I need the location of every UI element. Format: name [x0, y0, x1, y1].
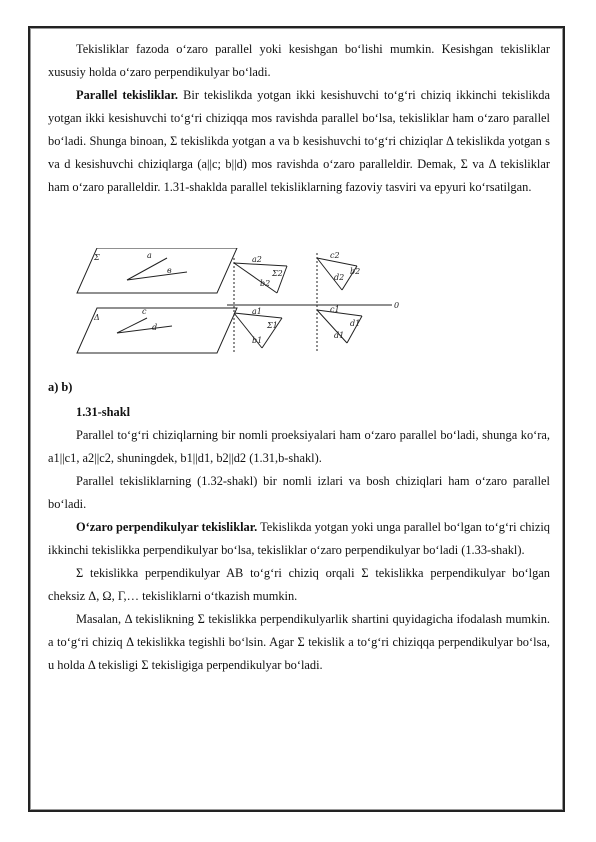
label-sigma: Σ [94, 253, 100, 262]
paragraph-3: Parallel to‘g‘ri chiziqlarning bir nomli proeksiyalari ham o‘zaro parallel bo‘ladi, shunga ko‘ra, a1||c1, a2||c2, shuningdek, b1||d1, b2||d2 (1.31,b-shakl). [48, 428, 550, 465]
body-text-bottom [48, 401, 550, 677]
label-b2: b2 [260, 279, 271, 288]
paragraph-4: Parallel tekisliklarning (1.32-shakl) bir nomli izlari va bosh chiziqlari ham o‘zaro parallel bo‘ladi. [48, 474, 550, 511]
label-delta: Δ [94, 313, 100, 322]
paragraph-7: Masalan, Δ tekislikning Σ tekislikka perpendikulyarlik shartini quyidagicha ifodalash mumkin. a to‘g‘ri chiziq Δ tekislikka tegishli bo‘lsin. Agar Σ tekislik a to‘g‘ri chiziqqa perpendikulyar bo‘lsa, u holda Δ tekisligi Σ tekisligiga perpendikulyar bo‘ladi. [48, 612, 550, 672]
label-c2: c2 [330, 251, 340, 260]
paragraph-6: Σ tekislikka perpendikulyar AB to‘g‘ri chiziq orqali Σ tekislikka perpendikulyar bo‘lgan cheksiz Δ, Ω, Γ,… tekisliklarni o‘tkazish mumkin. [48, 566, 550, 603]
label-a2: a2 [252, 255, 262, 264]
label-sigma2: Σ2 [272, 269, 283, 278]
paragraph-5: O‘zaro perpendikulyar tekisliklar. Tekislikda yotgan yoki unga parallel bo‘lgan to‘g‘ri chiziq ikkinchi tekislikka perpendikulyar bo‘lsa, tekisliklar o‘zaro perpendikulyar bo‘ladi (1.33-shakl). [48, 520, 550, 557]
label-a1: a1 [252, 307, 262, 316]
label-c1: c1 [330, 305, 340, 314]
label-c: c [142, 307, 147, 316]
line-a [127, 258, 167, 280]
plane-sigma [77, 248, 237, 293]
label-b: в [167, 266, 172, 275]
label-x: 0 [394, 301, 400, 310]
label-d: d [152, 323, 158, 332]
line-d [117, 326, 172, 333]
label-dd1: d1 [334, 331, 345, 340]
proj-b2 [234, 263, 277, 293]
line-b [127, 272, 187, 280]
label-b1: b1 [252, 336, 263, 345]
figure-caption: 1.31-shakl [76, 405, 131, 419]
figure-subtitle: a) b) [48, 380, 73, 394]
label-d1: d1 [350, 319, 361, 328]
body-text-top [48, 38, 550, 199]
paragraph-1: Tekisliklar fazoda o‘zaro parallel yoki kesishgan bo‘lishi mumkin. Kesishgan tekisliklar xususiy holda o‘zaro perpendikulyar bo‘ladi. [48, 42, 550, 79]
label-sigma1: Σ1 [267, 321, 278, 330]
label-a: a [147, 251, 152, 260]
paragraph-2-heading: Parallel tekisliklar. [76, 88, 179, 102]
label-d2: d2 [334, 273, 345, 282]
figure-1-31 [72, 248, 402, 368]
label-bb2: b2 [350, 267, 361, 276]
paragraph-5-heading: O‘zaro perpendikulyar tekisliklar. [76, 520, 258, 534]
paragraph-2: Parallel tekisliklar. Bir tekislikda yotgan ikki kesishuvchi to‘g‘ri chiziq ikkinchi tekislikda yotgan ikki kesishuvchi to‘g‘ri chiziqqa mos ravishda parallel bo‘lsa, tekisliklar ham o‘zaro parallel bo‘ladi. Shunga binoan, Σ tekislikda yotgan a va b kesishuvchi to‘g‘ri chiziqlar Δ tekislikda yotgan s va d kesishuvchi chiziqlarga (a||c; b||d) mos ravishda o‘zaro paralleldir. Demak, Σ va Δ tekisliklar ham o‘zaro paralleldir. 1.31-shaklda parallel tekisliklarning fazoviy tasviri va epyuri ko‘rsatilgan. [48, 88, 550, 194]
